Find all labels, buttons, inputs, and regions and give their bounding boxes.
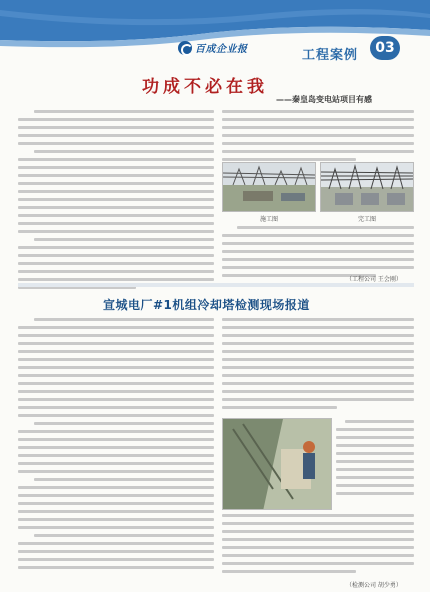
article1-subtitle: ——秦皇岛变电站项目有感 (276, 95, 372, 104)
article2-body-right-side (336, 420, 414, 500)
cooling-tower-photo (222, 418, 332, 510)
section-divider (18, 283, 414, 287)
article1-body-left (18, 110, 214, 294)
masthead (0, 0, 430, 62)
article2-byline: （检测公司 胡少勇） (346, 582, 402, 589)
article1-body-right-top (222, 110, 414, 166)
substation-completed-image (321, 163, 414, 212)
construction-photo (222, 162, 316, 212)
photo-caption-completed: 完工图 (357, 216, 376, 223)
completed-photo (320, 162, 414, 212)
page-number-badge: 03 (370, 36, 400, 60)
logo-text: 百成企业报 (195, 44, 248, 55)
photo-caption-construction: 施工图 (259, 216, 278, 223)
baicheng-logo-icon (178, 41, 192, 55)
article2-body-right-bottom (222, 514, 414, 578)
article2-title: 宣城电厂#1机组冷却塔检测现场报道 (103, 298, 310, 312)
article1-byline: （工程公司 王会刚） (346, 276, 402, 283)
article2-body-right-top (222, 318, 414, 414)
article2-body-left (18, 318, 214, 574)
article1-title: 功成不必在我 (142, 77, 268, 97)
newspaper-logo (178, 40, 248, 55)
section-title: 工程案例 (302, 48, 359, 63)
cooling-tower-inspection-image (223, 419, 332, 510)
substation-construction-image (223, 163, 316, 212)
